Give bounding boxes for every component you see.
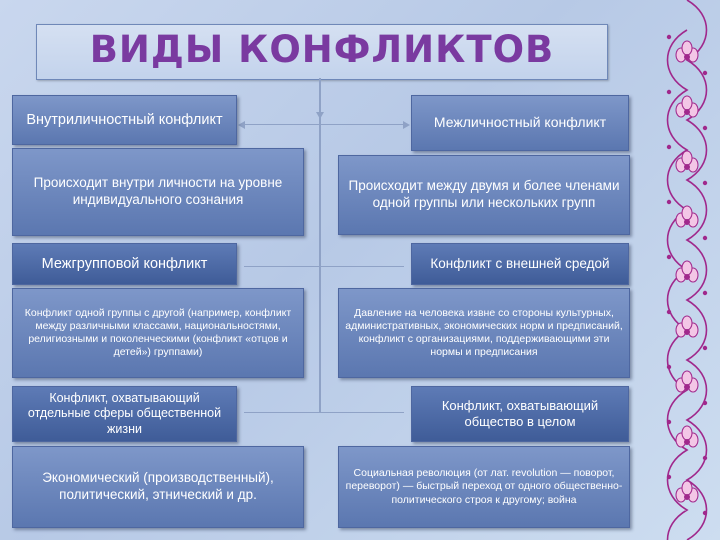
environment-heading-box — [411, 243, 629, 285]
arrow-right-row1 — [403, 121, 410, 129]
intergroup-heading-box — [12, 243, 237, 285]
ornament-dot — [703, 456, 707, 460]
flower-icon — [676, 96, 698, 117]
arrow-down — [316, 112, 324, 119]
ornament-dot — [703, 511, 707, 515]
floral-ornament — [655, 0, 720, 540]
interpersonal-description: Происходит между двумя и более членами одной группы или нескольких групп — [348, 178, 620, 210]
ornament-dot — [667, 475, 671, 479]
ornament-dot — [703, 181, 707, 185]
interpersonal-heading: Межличностный конфликт — [433, 114, 607, 131]
flower-icon — [676, 426, 698, 447]
flower-icon — [676, 481, 698, 502]
environment-heading: Конфликт с внешней средой — [430, 255, 610, 271]
ornament-dot — [667, 90, 671, 94]
society-heading-box — [411, 386, 629, 442]
ornament-dot — [667, 255, 671, 259]
environment-description-box — [338, 288, 630, 378]
flower-icon — [676, 316, 698, 337]
ornament-dot — [667, 145, 671, 149]
intergroup-description-box — [12, 288, 304, 378]
ornament-dot — [703, 291, 707, 295]
ornament-dot — [667, 420, 671, 424]
flower-icon — [676, 371, 698, 392]
environment-description: Давление на человека извне со стороны культурных, административных, экономических норм и предписаний, конфликт с организациями, поддерживающими эти нормы и предписания — [345, 306, 623, 359]
flower-icon — [676, 41, 698, 62]
flower-icon — [676, 151, 698, 172]
flower-icon — [676, 206, 698, 227]
intergroup-heading: Межгрупповой конфликт — [41, 255, 208, 272]
spheres-description: Экономический (производственный), политический, этнический и др. — [42, 470, 274, 502]
center-connector — [319, 78, 321, 412]
spheres-heading: Конфликт, охватывающий отдельные сферы общественной жизни — [27, 390, 222, 436]
ornament-dot — [703, 346, 707, 350]
intrapersonal-description: Происходит внутри личности на уровне индивидуального сознания — [33, 175, 283, 207]
spheres-description-box — [12, 446, 304, 528]
ornament-dot — [667, 365, 671, 369]
ornament-dot — [703, 71, 707, 75]
interpersonal-heading-box — [411, 95, 629, 151]
ornament-dot — [667, 310, 671, 314]
ornament-dot — [703, 126, 707, 130]
ornament-dot — [667, 200, 671, 204]
intrapersonal-heading: Внутриличностный конфликт — [26, 111, 223, 128]
spheres-heading-box — [12, 386, 237, 442]
society-heading: Конфликт, охватывающий общество в целом — [441, 397, 599, 429]
intrapersonal-heading-box — [12, 95, 237, 145]
connector-row1 — [244, 124, 404, 125]
ornament-dot — [667, 35, 671, 39]
interpersonal-description-box — [338, 155, 630, 235]
society-description-box — [338, 446, 630, 528]
page-title: ВИДЫ КОНФЛИКТОВ — [89, 28, 555, 71]
intergroup-description: Конфликт одной группы с другой (например, конфликт между различными классами, национальностями, религиозными и поколенческими (конфликт «отцов и детей») группами) — [24, 306, 292, 359]
intrapersonal-description-box — [12, 148, 304, 236]
arrow-left-row1 — [238, 121, 245, 129]
connector-row3 — [244, 412, 404, 413]
society-description: Социальная революция (от лат. revolution — поворот, переворот) — быстрый переход от одного общественно-политического строя к другому; война — [345, 467, 623, 506]
ornament-dot — [703, 401, 707, 405]
ornament-dot — [703, 236, 707, 240]
title-box — [36, 24, 608, 80]
connector-row2 — [244, 266, 404, 267]
